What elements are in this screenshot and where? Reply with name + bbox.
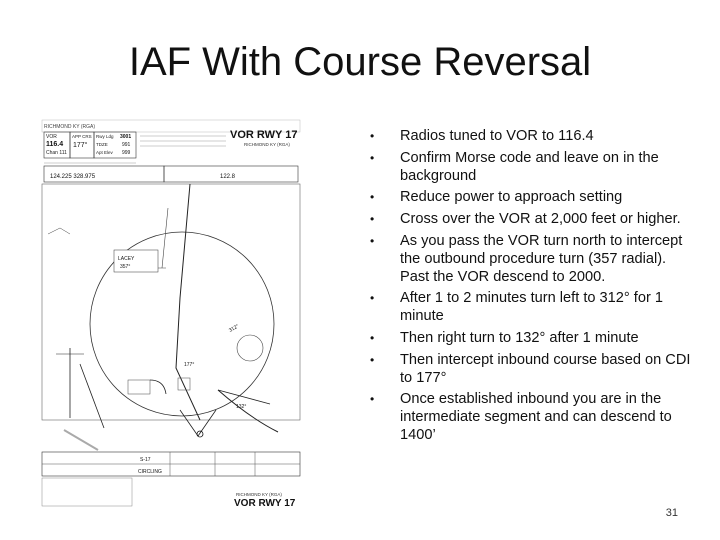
bullet-text: Reduce power to approach setting	[400, 189, 623, 206]
vor-frequency: 116.4	[46, 141, 64, 148]
bullet-text: Once established inbound you are in the intermediate segment and can descend to 1400’	[400, 391, 672, 443]
bullet-item	[368, 290, 698, 326]
plan-view	[42, 184, 300, 450]
bullet-dot: •	[370, 352, 375, 367]
approach-frequencies: 124.225 328.975	[50, 174, 96, 180]
bullet-text: Cross over the VOR at 2,000 feet or higher.	[400, 211, 681, 228]
chart-subtitle: RICHMOND KY (RGA)	[244, 142, 290, 147]
bullet-item	[368, 150, 698, 186]
bullet-list	[368, 128, 698, 449]
apt-elev-value: 999	[122, 150, 131, 156]
bullet-text: Then right turn to 132° after 1 minute	[400, 329, 639, 346]
min-circling: CIRCLING	[138, 469, 162, 475]
tdze-label: TDZE	[96, 142, 108, 147]
bullet-item	[368, 391, 698, 444]
fix-label: LACEY	[118, 256, 135, 262]
bullet-text: Radios tuned to VOR to 116.4	[400, 128, 594, 144]
course-177: 177°	[184, 362, 195, 368]
bullet-item	[368, 330, 698, 348]
approach-chart	[40, 118, 302, 510]
bullet-dot: •	[370, 150, 375, 165]
chart-title: VOR RWY 17	[230, 129, 298, 141]
heading-132: 132°	[236, 404, 247, 410]
bullet-item	[368, 211, 698, 229]
bullet-text: Then intercept inbound course based on CDI to 177°	[400, 351, 691, 386]
bullet-dot: •	[370, 392, 375, 407]
ctaf-frequency: 122.8	[220, 174, 236, 180]
chart-footer-title: VOR RWY 17	[234, 498, 296, 509]
chart-header	[42, 120, 300, 182]
bullet-dot: •	[370, 190, 375, 205]
vor-channel: Chan 111	[46, 150, 67, 156]
bullet-dot: •	[370, 233, 375, 248]
tdze-value: 991	[122, 142, 131, 148]
bullet-dot: •	[370, 291, 375, 306]
bullet-text: As you pass the VOR turn north to intercept the outbound procedure turn (357 radial). Past the VOR descend to 2000.	[400, 232, 683, 285]
heading-312: 312°	[228, 323, 240, 334]
bullet-dot: •	[370, 212, 375, 227]
app-crs-label: APP CRS	[72, 134, 92, 139]
bullet-item	[368, 189, 698, 207]
bullet-item	[368, 128, 698, 146]
rwy-ldg-value: 3001	[120, 134, 132, 140]
chart-footer-subtitle: RICHMOND KY (RGA)	[236, 492, 282, 497]
bullet-text: After 1 to 2 minutes turn left to 312° for 1 minute	[400, 290, 663, 325]
apt-elev-label: Apt Elev	[96, 150, 113, 155]
bullet-dot: •	[370, 129, 375, 143]
minimums-table	[42, 452, 300, 509]
bullet-item	[368, 352, 698, 388]
bullet-dot: •	[370, 330, 375, 345]
vor-name: VOR	[46, 134, 57, 140]
slide-title: IAF With Course Reversal	[128, 40, 592, 84]
rwy-ldg-label: Rwy Ldg	[96, 134, 114, 139]
chart-header-left: RICHMOND KY (RGA)	[44, 124, 96, 130]
min-straight-in: S-17	[140, 457, 151, 463]
app-crs-value: 177°	[73, 142, 88, 149]
page-number: 31	[665, 507, 678, 519]
bullet-item	[368, 233, 698, 286]
proc-turn-radial: 357°	[120, 264, 131, 270]
bullet-text: Confirm Morse code and leave on in the background	[400, 149, 659, 184]
